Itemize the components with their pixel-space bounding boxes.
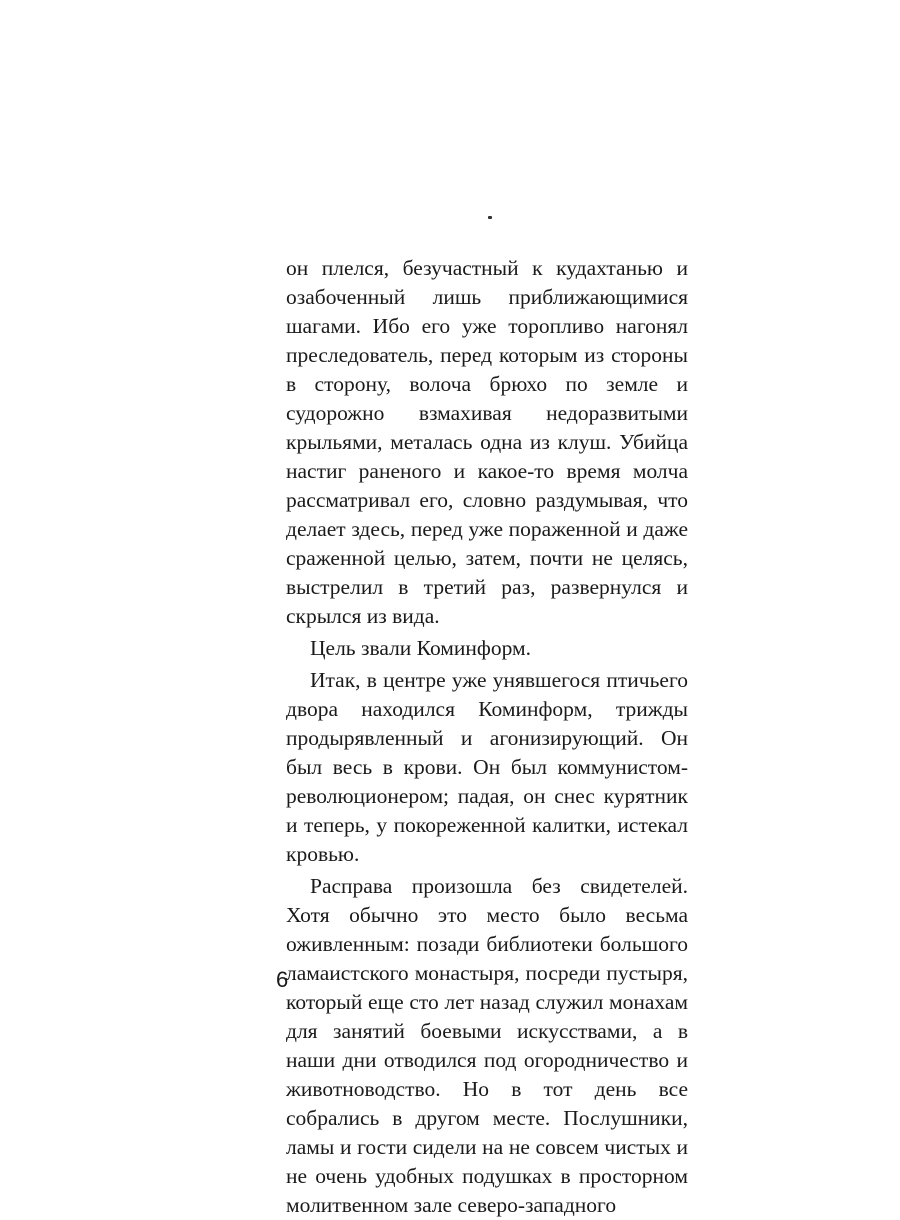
body-text: [286, 254, 688, 1220]
paragraph-1: он плелся, безучастный к кудахтанью и озабоченный лишь приближающимися шагами. Ибо его уже торопливо нагонял преследователь, перед которым из стороны в сторону, волоча брюхо по земле и судорожно взмахивая недоразвитыми крыльями, металась одна из клуш. Убийца настиг раненого и какое-то время молча рассматривал его, словно раздумывая, что делает здесь, перед уже пораженной и даже сраженной целью, затем, почти не целясь, выстрелил в третий раз, развернулся и скрылся из вида.: [286, 256, 688, 628]
paragraph-2: Цель звали Коминформ.: [310, 636, 531, 660]
paragraph-4: Расправа произошла без свидетелей. Хотя обычно это место было весьма оживленным: позади библиотеки большого ламаистского монастыря, посреди пустыря, который еще сто лет назад служил монахам для занятий боевыми искусствами, а в наши дни отводился под огородничество и животноводство. Но в тот день все собрались в другом месте. Послушники, ламы и гости сидели на не совсем чистых и не очень удобных подушках в просторном молитвенном зале северо-западного: [286, 874, 688, 1217]
paragraph-3: Итак, в центре уже унявшегося птичьего двора находился Коминформ, трижды продырявленный и агонизирующий. Он был весь в крови. Он был коммунистом-революционером; падая, он снес курятник и теперь, у покореженной калитки, истекал кровью.: [286, 668, 688, 866]
page-number: 6: [276, 967, 289, 992]
print-speck: [488, 216, 492, 219]
